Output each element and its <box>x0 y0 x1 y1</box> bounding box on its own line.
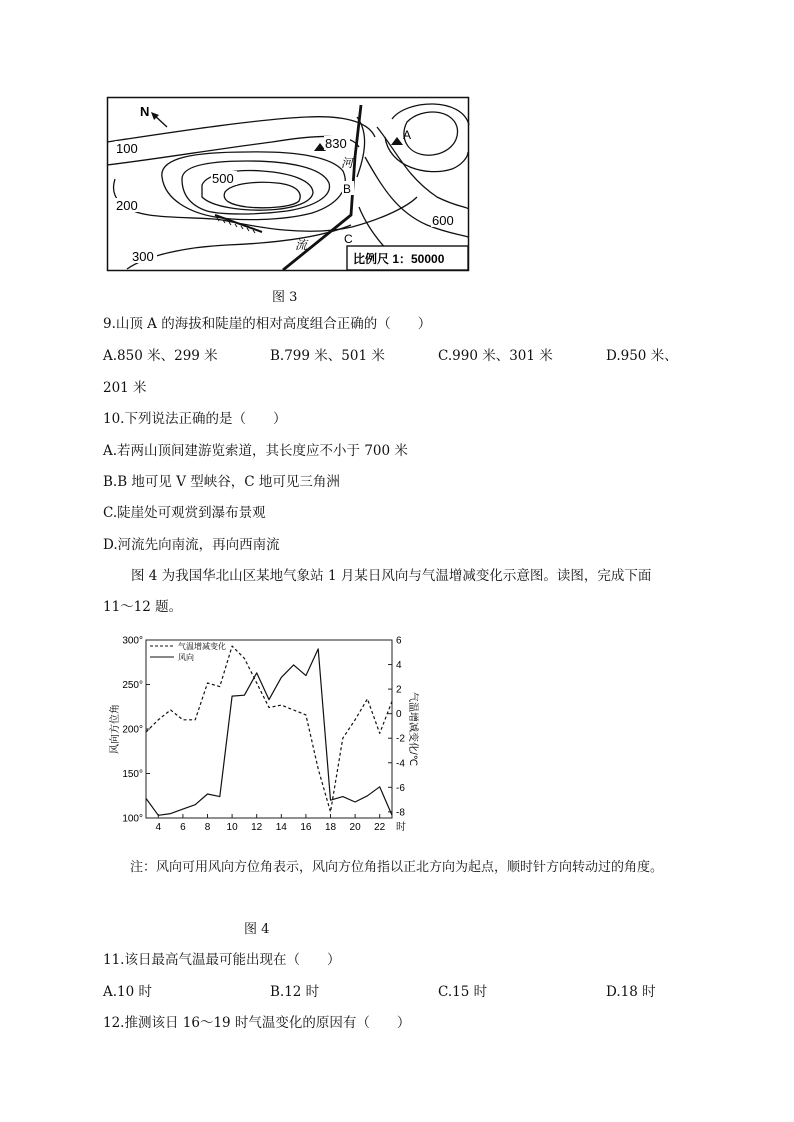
q9-option-a[interactable]: A.850 米、299 米 <box>103 348 218 364</box>
y-right-tick-label: -8 <box>396 807 405 819</box>
scale-label: 比例尺 1：50000 <box>353 252 445 266</box>
figure4-note: 注：风向可用风向方位角表示，风向方位角指以正北方向为起点，顺时针方向转动过的角度。 <box>130 860 664 875</box>
plot-frame <box>146 640 392 818</box>
q10-option-c[interactable]: C.陡崖处可观赏到瀑布景观 <box>103 505 266 521</box>
y-left-tick-label: 150° <box>122 769 143 780</box>
contour-label-300: 300 <box>132 249 154 264</box>
y-right-tick-label: -4 <box>396 758 405 770</box>
point-A-label: A <box>403 128 412 142</box>
y-right-axis-label: 气温增减变化/℃ <box>407 691 418 767</box>
north-label: N <box>140 104 150 119</box>
wind-direction-line <box>146 649 392 815</box>
contour-map <box>107 97 470 272</box>
y-right-tick-label: 0 <box>396 709 402 721</box>
y-left-axis-label: 风向方位角 <box>110 704 121 754</box>
x-tick-label: 16 <box>300 822 312 833</box>
q11-stem: 11.该日最高气温最可能出现在（ ） <box>103 952 341 968</box>
q10-stem: 10.下列说法正确的是（ ） <box>103 411 287 427</box>
q9-stem: 9.山顶 A 的海拔和陡崖的相对高度组合正确的（ ） <box>103 316 432 332</box>
figure3-caption: 图 3 <box>272 290 298 305</box>
q10-option-d[interactable]: D.河流先向南流，再向西南流 <box>103 537 280 553</box>
x-tick-label: 6 <box>180 822 186 833</box>
legend-label: 气温增减变化 <box>178 642 226 651</box>
figure4-caption: 图 4 <box>244 922 270 937</box>
contour-label-600: 600 <box>432 213 454 228</box>
y-left-tick-label: 250° <box>122 680 143 691</box>
contour-label-200: 200 <box>116 198 138 213</box>
q9-option-b[interactable]: B.799 米、501 米 <box>270 348 385 364</box>
legend-label: 风向 <box>178 653 194 662</box>
contour-label-100: 100 <box>116 141 138 156</box>
x-tick-label: 4 <box>155 822 162 833</box>
q11-option-a[interactable]: A.10 时 <box>103 984 153 1000</box>
temperature-change-line <box>146 646 392 812</box>
y-right-tick-label: 4 <box>396 660 402 672</box>
x-tick-label: 12 <box>251 822 263 833</box>
contour-label-830: 830 <box>325 136 347 151</box>
river-char-he: 河 <box>341 156 354 170</box>
x-tick-label: 10 <box>226 822 238 833</box>
y-left-tick-label: 100° <box>122 813 143 825</box>
x-tick-label: 22 <box>374 822 386 833</box>
x-tick-label: 14 <box>275 822 287 833</box>
river-char-liu: 流 <box>295 238 308 252</box>
contour-label-500: 500 <box>212 171 234 186</box>
q10-option-b[interactable]: B.B 地可见 V 型峡谷，C 地可见三角洲 <box>103 474 340 490</box>
y-right-tick-label: 2 <box>396 684 402 696</box>
y-left-tick-label: 300° <box>122 635 143 647</box>
point-C-label: C <box>344 232 353 246</box>
q9-option-d[interactable]: D.950 米、 <box>606 348 678 364</box>
x-tick-label: 20 <box>349 822 361 833</box>
q10-option-a[interactable]: A.若两山顶间建游览索道，其长度应不小于 700 米 <box>103 443 408 459</box>
point-B-label: B <box>343 182 352 196</box>
q11-option-c[interactable]: C.15 时 <box>438 984 488 1000</box>
y-right-tick-label: -6 <box>396 782 405 794</box>
intro-line2: 11～12 题。 <box>103 599 183 615</box>
y-left-tick-label: 200° <box>122 724 143 736</box>
x-tick-label: 18 <box>324 822 337 833</box>
y-right-tick-label: -2 <box>396 733 405 745</box>
intro-line1: 图 4 为我国华北山区某地气象站 1 月某日风向与气温增减变化示意图。读图，完成下面 <box>131 568 652 584</box>
q11-option-b[interactable]: B.12 时 <box>270 984 320 1000</box>
y-right-tick-label: 6 <box>396 635 402 647</box>
q9-option-c[interactable]: C.990 米、301 米 <box>438 348 553 364</box>
map-frame <box>108 98 469 271</box>
x-tick-label: 8 <box>204 822 211 833</box>
x-axis-label: 时 <box>396 822 406 833</box>
q11-option-d[interactable]: D.18 时 <box>606 984 656 1000</box>
q9-option-d-cont[interactable]: 201 米 <box>103 380 147 396</box>
wind-temperature-chart <box>110 630 418 848</box>
q12-stem: 12.推测该日 16～19 时气温变化的原因有（ ） <box>103 1015 411 1031</box>
